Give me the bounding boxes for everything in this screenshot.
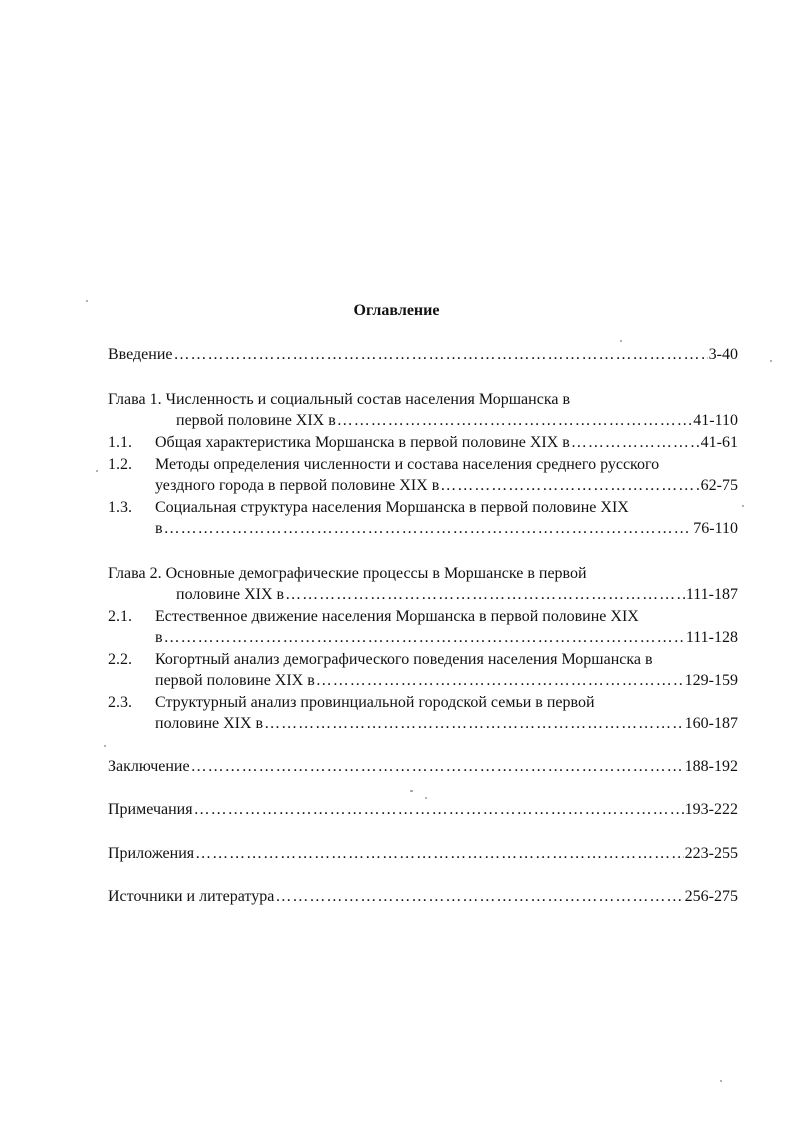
toc-entry-pages: 160-187 bbox=[684, 715, 738, 732]
leader-dots bbox=[164, 518, 693, 540]
toc-entry-label: Введение bbox=[108, 346, 173, 363]
toc-entry-pages: 188-192 bbox=[684, 758, 738, 775]
toc-entry-pages: 129-159 bbox=[684, 672, 738, 689]
scan-speck bbox=[720, 1080, 722, 1082]
chapter-2-heading[interactable]: Глава 2. Основные демографические процессы в Моршанске в первой bbox=[108, 565, 587, 582]
leader-dots bbox=[316, 670, 684, 692]
toc-entry-pages: 256-275 bbox=[684, 888, 738, 905]
toc-entry-2-3[interactable]: Структурный анализ провинциальной городской семьи в первой bbox=[155, 694, 595, 711]
chapter-2-heading-cont[interactable] bbox=[176, 584, 738, 606]
leader-dots bbox=[275, 886, 683, 908]
section-number: 1.1. bbox=[108, 434, 132, 451]
toc-entry-1-3[interactable]: Социальная структура населения Моршанска в первой половине XIX bbox=[155, 499, 629, 516]
toc-entry-2-2-cont[interactable] bbox=[155, 670, 738, 692]
toc-entry-label: Общая характеристика Моршанска в первой половине XIX в bbox=[155, 434, 570, 451]
toc-entry-label: Примечания bbox=[108, 801, 193, 818]
toc-entry-1-3-cont[interactable] bbox=[155, 518, 738, 540]
toc-entry-label: Приложения bbox=[108, 845, 195, 862]
toc-entry-label: половине XIX в bbox=[155, 715, 264, 732]
leader-dots bbox=[194, 799, 684, 821]
leader-dots bbox=[264, 713, 684, 735]
leader-dots bbox=[191, 756, 684, 778]
leader-dots bbox=[337, 410, 692, 432]
toc-entry-notes[interactable] bbox=[108, 799, 738, 821]
toc-entry-label: уездного города в первой половине XIX в bbox=[155, 477, 440, 494]
scan-speck bbox=[96, 470, 98, 472]
section-number: 1.2. bbox=[108, 456, 132, 473]
toc-entry-2-2[interactable]: Когортный анализ демографического поведения населения Моршанска в bbox=[155, 651, 653, 668]
toc-entry-1-2-cont[interactable] bbox=[155, 475, 738, 497]
page-title: Оглавление bbox=[353, 302, 440, 319]
toc-entry-pages: 193-222 bbox=[684, 801, 738, 818]
scan-speck bbox=[620, 340, 622, 342]
leader-dots bbox=[164, 627, 685, 649]
toc-entry-1-1[interactable] bbox=[155, 432, 738, 454]
leader-dots bbox=[285, 584, 685, 606]
toc-entry-sources[interactable] bbox=[108, 886, 738, 908]
toc-entry-pages: 111-128 bbox=[685, 629, 738, 646]
toc-entry-pages: 111-187 bbox=[685, 586, 738, 603]
toc-entry-label: первой половине XIX в bbox=[155, 672, 315, 689]
toc-entry-pages: 76-110 bbox=[693, 520, 738, 537]
scan-speck bbox=[104, 745, 106, 747]
toc-entry-pages: 41-110 bbox=[693, 412, 738, 429]
section-number: 2.1. bbox=[108, 608, 132, 625]
toc-entry-label: в bbox=[155, 520, 163, 537]
toc-entry-pages: 41-61 bbox=[700, 434, 738, 451]
scan-speck bbox=[410, 790, 413, 792]
leader-dots bbox=[440, 475, 699, 497]
toc-entry-2-1[interactable]: Естественное движение населения Моршанска в первой половине XIX bbox=[155, 608, 639, 625]
toc-entry-label: первой половине XIX в bbox=[176, 412, 336, 429]
toc-entry-intro[interactable] bbox=[108, 344, 738, 366]
toc-entry-label: в bbox=[155, 629, 163, 646]
toc-entry-label: половине XIX в bbox=[176, 586, 285, 603]
chapter-1-heading[interactable]: Глава 1. Численность и социальный состав населения Моршанска в bbox=[108, 391, 571, 408]
toc-entry-2-1-cont[interactable] bbox=[155, 627, 738, 649]
toc-entry-pages: 3-40 bbox=[708, 346, 738, 363]
leader-dots bbox=[571, 432, 700, 454]
toc-entry-pages: 223-255 bbox=[684, 845, 738, 862]
leader-dots bbox=[195, 843, 684, 865]
scan-speck bbox=[425, 797, 427, 799]
chapter-1-heading-cont[interactable] bbox=[176, 410, 738, 432]
section-number: 2.2. bbox=[108, 651, 132, 668]
scan-speck bbox=[770, 360, 772, 362]
toc-entry-label: Источники и литература bbox=[108, 888, 275, 905]
toc-entry-appendices[interactable] bbox=[108, 843, 738, 865]
scan-speck bbox=[86, 300, 88, 302]
toc-entry-label: Заключение bbox=[108, 758, 190, 775]
scan-speck bbox=[742, 505, 744, 507]
toc-entry-pages: 62-75 bbox=[700, 477, 738, 494]
toc-entry-2-3-cont[interactable] bbox=[155, 713, 738, 735]
section-number: 2.3. bbox=[108, 694, 132, 711]
section-number: 1.3. bbox=[108, 499, 132, 516]
toc-entry-conclusion[interactable] bbox=[108, 756, 738, 778]
leader-dots bbox=[174, 344, 708, 366]
toc-entry-1-2[interactable]: Методы определения численности и состава населения среднего русского bbox=[155, 456, 660, 473]
